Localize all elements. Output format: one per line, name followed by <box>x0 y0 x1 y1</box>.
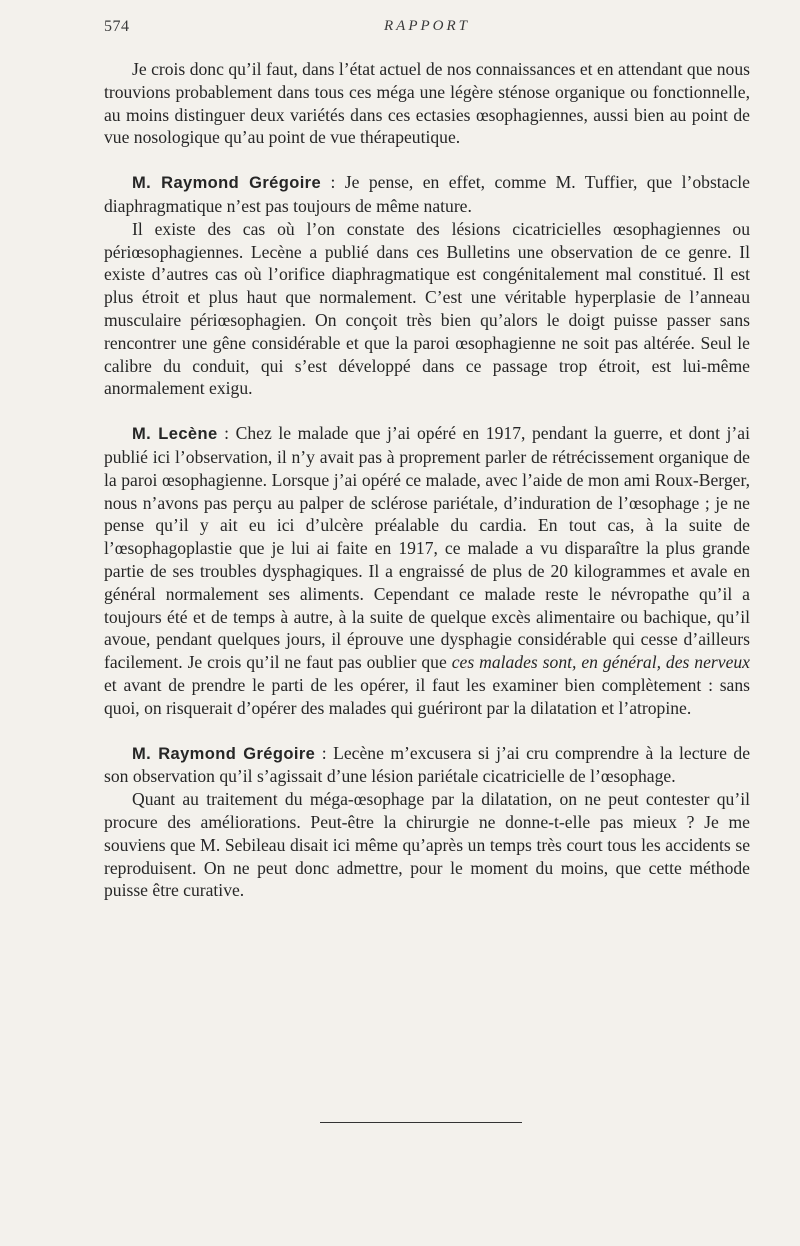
end-rule <box>320 1122 522 1123</box>
emphasis-text: ces malades sont, en général, des nerveux <box>451 652 750 673</box>
paragraph-4 <box>104 422 750 719</box>
paragraph-text: : Chez le malade que j’ai opéré en 1917, pendant la guerre, et dont j’ai publié ici l’observation, il n’y avait pas à proprement parler de rétrécissement organique de la paroi œsophagienne. Lorsque j’ai opéré ce malade, avec l’aide de mon ami Roux-Berger, nous n’avons pas perçu au palper de sclérose pariétale, d’induration de l’œsophage ; je ne pense qu’il y ait eu ici d’ulcère préalable du cardia. En tout cas, à la suite de l’œsophagoplastie que je lui ai faite en 1917, ce malade a vu disparaître la plus grande partie de ses troubles dysphagiques. Il a engraissé de plus de 20 kilogrammes et avale en général normalement ses aliments. Cependant ce malade reste le névropathe qu’il a toujours été et de temps à autre, à la suite de quelque excès alimentaire ou bachique, qu’il avoue, pendant quelques jours, il éprouve une dysphagie considérable qui cesse d’ailleurs facilement. Je crois qu’il ne faut pas oublier que <box>104 423 750 673</box>
paragraph-text: Quant au traitement du méga-œsophage par la dilatation, on ne peut contester qu’il procure des améliorations. Peut-être la chirurgie ne donne-t-elle pas mieux ? Je me souviens que M. Sebileau disait ici même qu’après un temps très court tous les accidents se reproduisent. On ne peut donc admettre, pour le moment du moins, que cette méthode puisse être curative. <box>104 789 750 901</box>
paragraph-text: : Lecène m’excusera si j’ai cru comprendre à la lecture de son observation qu’il s’agissait d’une lésion pariétale cicatricielle de l’œsophage. <box>104 742 750 787</box>
paragraph-text: et avant de prendre le parti de les opérer, il faut les examiner bien complètement : sans quoi, on risquerait d’opérer des malades qui guériront par la dilatation et l’atropine. <box>104 674 750 718</box>
paragraph-text: : Je pense, en effet, comme M. Tuffier, que l’obstacle diaphragmatique n’est pas toujours de même nature. <box>104 172 750 216</box>
speaker-name: M. Raymond Grégoire <box>132 174 322 193</box>
paragraph-6 <box>104 788 750 902</box>
document-body <box>104 58 750 902</box>
paragraph-2 <box>104 171 750 218</box>
page-number: 574 <box>104 18 130 35</box>
paragraph-text: Je crois donc qu’il faut, dans l’état actuel de nos connaissances et en attendant que nous trouvions probablement dans tous ces méga une légère sténose organique ou fonctionnelle, au moins distinguer deux variétés dans ces ectasies œsophagiennes, aussi bien au point de vue nosologique qu’au point de vue thérapeutique. <box>104 59 750 148</box>
speaker-name: M. Lecène <box>132 425 218 444</box>
running-title: RAPPORT <box>384 18 470 34</box>
running-head <box>104 18 750 40</box>
speaker-name: M. Raymond Grégoire <box>132 744 316 763</box>
paragraph-3 <box>104 218 750 400</box>
paragraph-5 <box>104 742 750 789</box>
paragraph-1 <box>104 58 750 149</box>
paragraph-text: Il existe des cas où l’on constate des lésions cicatricielles œsophagiennes ou périœsophagiennes. Lecène a publié dans ces Bulletins une observation de ce genre. Il existe d’autres cas où l’orifice diaphragmatique est congénitalement mal constitué. Il est plus étroit et plus haut que normalement. C’est une véritable hyperplasie de l’anneau musculaire périœsophagien. On conçoit très bien qu’alors le doigt puisse passer sans rencontrer une gêne considérable et que la paroi œsophagienne ne soit pas altérée. Seul le calibre du conduit, qui s’est développé dans ce passage trop étroit, est lui-même anormalement exigu. <box>104 218 750 399</box>
